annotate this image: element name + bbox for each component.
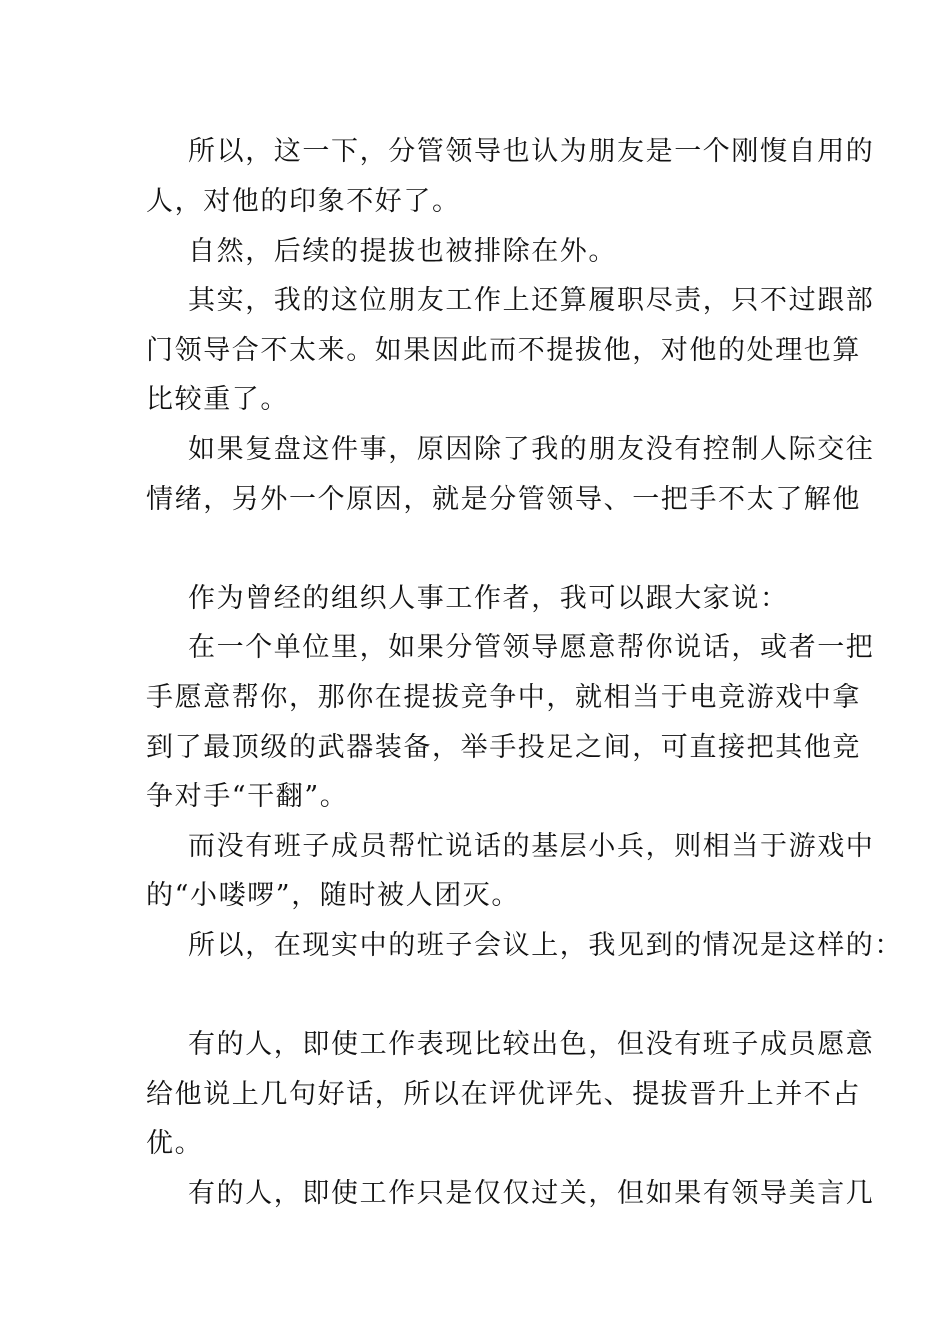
text-line: 在一个单位里，如果分管领导愿意帮你说话，或者一把 xyxy=(188,632,875,663)
text-line: 有的人，即使工作只是仅仅过关，但如果有领导美言几 xyxy=(188,1178,875,1209)
text-line: 所以，这一下，分管领导也认为朋友是一个刚愎自用的 xyxy=(188,136,875,167)
text-line: 给他说上几句好话，所以在评优评先、提拔晋升上并不占 xyxy=(146,1079,861,1110)
text-line: 如果复盘这件事，原因除了我的朋友没有控制人际交往 xyxy=(188,434,875,465)
text-line: 门领导合不太来。如果因此而不提拔他，对他的处理也算 xyxy=(146,335,861,366)
text-line: 而没有班子成员帮忙说话的基层小兵，则相当于游戏中 xyxy=(188,831,875,862)
text-line: 优。 xyxy=(146,1128,204,1159)
text-line: 手愿意帮你，那你在提拔竞争中，就相当于电竞游戏中拿 xyxy=(146,682,861,713)
text-line: 自然，后续的提拔也被排除在外。 xyxy=(188,236,617,267)
text-line: 作为曾经的组织人事工作者，我可以跟大家说： xyxy=(188,583,789,614)
text-line: 的“小喽啰”，随时被人团灭。 xyxy=(146,880,521,911)
text-line: 比较重了。 xyxy=(146,384,289,415)
text-line: 情绪，另外一个原因，就是分管领导、一把手不太了解他 xyxy=(146,484,861,515)
text-line: 人，对他的印象不好了。 xyxy=(146,186,461,217)
text-line: 争对手“干翻”。 xyxy=(146,781,349,812)
text-line: 有的人，即使工作表现比较出色，但没有班子成员愿意 xyxy=(188,1029,875,1060)
text-line: 其实，我的这位朋友工作上还算履职尽责，只不过跟部 xyxy=(188,285,875,316)
text-line: 到了最顶级的武器装备，举手投足之间，可直接把其他竞 xyxy=(146,732,861,763)
text-line: 所以，在现实中的班子会议上，我见到的情况是这样的： xyxy=(188,930,903,961)
